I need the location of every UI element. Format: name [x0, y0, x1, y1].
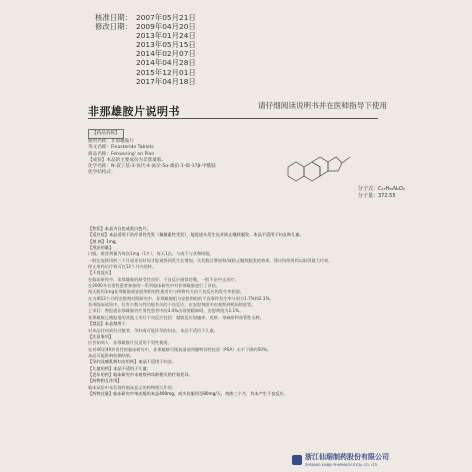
- molecular-formula: 分子式：C₂₃H₃₆N₂O₂: [358, 186, 405, 192]
- drug-info-line: 通用名称：非那雄胺片: [88, 139, 134, 145]
- date-row: [88, 31, 196, 40]
- body-line: 【禁忌】本品禁用于：: [88, 321, 130, 327]
- drug-info-line: 化学结构式：: [88, 170, 116, 176]
- drug-info-lines: [88, 139, 216, 176]
- body-line: 【药物过量】临床研究中单次服用本品400mg，或多次服用至80mg/天，持续三个月，均未产生不良反应。: [88, 390, 288, 396]
- document-title: 非那雄胺片说明书: [88, 105, 180, 118]
- body-line: 【性状】本品为白色或类白色片。: [88, 226, 151, 231]
- body-line: 各项临床试验中，仅有少数与性功能有关的不良反应，在安慰剂组中也观察到相同的症状。: [88, 302, 256, 308]
- company-name-english: ZHEJIANG XIANJU PHARMACEUTICAL CO., LTD.: [305, 463, 379, 467]
- date-value: 2014年04月28日: [136, 58, 196, 68]
- instruction-note: 请仔细阅读说明书并在医师指导下使用: [258, 101, 388, 110]
- date-value: 2017年04月18日: [136, 76, 196, 86]
- date-label: [88, 58, 132, 67]
- body-line: 上市后：曾报道非那雄胺治疗男性患者中的3.4%出现射精障碍，安慰剂组为2.1%。: [88, 308, 244, 314]
- body-line: 【药物相互作用】: [88, 378, 122, 384]
- company-name: 浙江仙琚制药股份有限公司: [305, 453, 389, 461]
- drug-name-header: 【药品名称】: [88, 129, 124, 139]
- body-line: 一般在连续用药三个月或更长时间才能观察到发生长增加，头发数目增加和/或防止继续脱发的效果。建议持续用药以取得最大疗效，: [88, 257, 333, 263]
- date-value: 2015年12月01日: [136, 67, 196, 77]
- body-line: 【适应症】本品适用于治疗男性秃发（雄激素性秃发），能促进头发生长并防止继续脱发。本品不适用于妇女和儿童。: [88, 232, 304, 238]
- body-line: 【不良反应】: [88, 270, 114, 276]
- date-value: 2013年01月24日: [136, 31, 196, 41]
- body-line: 对本品任何成份过敏者。孕妇或可能怀孕的妇女。本品不适用于儿童。: [88, 327, 218, 333]
- company-logo: [292, 455, 302, 465]
- date-row: [88, 40, 196, 49]
- formula-info: [358, 186, 405, 200]
- body-line: 口服。推荐剂量为每次1mg（1片），每天1次，与或不与食物同服。: [88, 251, 214, 257]
- date-value: 2013年05月15日: [136, 40, 196, 50]
- drug-name-section: [88, 129, 216, 176]
- date-row: [88, 58, 196, 67]
- date-row: [88, 68, 196, 77]
- body-line: 【注意事项】: [88, 333, 114, 339]
- date-row: [88, 49, 196, 58]
- body-line: 【用法用量】: [88, 245, 114, 251]
- date-row: [88, 13, 196, 22]
- drug-info-line: 商品名称：Fehworing' an Pian: [88, 151, 155, 157]
- date-row: [88, 77, 196, 86]
- drug-info-line: 英文名称：Finasteride Tablets: [88, 145, 154, 151]
- date-value: 2014年02月07日: [136, 49, 196, 59]
- body-line: 停止用药后疗效可在12个月内逆转。: [88, 264, 157, 270]
- body-line: 【规 格】1mg。: [88, 238, 120, 244]
- date-label: [88, 40, 132, 49]
- body-line: 【儿童用药】本品不适用于儿童。: [88, 365, 151, 371]
- date-label: [88, 49, 132, 58]
- date-value: 2009年04月20日: [136, 22, 196, 32]
- drug-info-line: 【成份】本品的主要成份为非那雄胺。: [88, 157, 167, 163]
- body-line: 在临床研究中，非那雄胺的耐受性良好，不良反应通常轻微，一般不必中止治疗。: [88, 276, 239, 282]
- drug-info-line: 化学名称：N-叔丁基-3-氧代-4-氮杂-5α-雄甾-1-烯-17β-甲酰胺: [88, 164, 216, 170]
- body-line: 非那雄胺已被报道的其他上市后不良反应包括：超敏反应如瘙痒、皮疹、荨麻疹和血管性水肿。: [88, 314, 264, 320]
- chemical-structure-image: [280, 129, 370, 189]
- title-divider: [88, 118, 378, 119]
- body-line: 临床试验中未发现有临床意义的药物相互作用。: [88, 384, 176, 390]
- date-row: [88, 22, 196, 31]
- date-label: [88, 68, 132, 77]
- body-line: 应告知病人：非那雄胺片仅适用于男性使用。: [88, 340, 172, 346]
- date-label: 核准日期：: [95, 13, 132, 22]
- body-line: 在为期12个月的安慰剂对照研究中，非那雄胺组与安慰剂组的不良事件发生率分别为1.7%和2.1%。: [88, 295, 274, 301]
- date-label: 修改日期：: [95, 22, 132, 32]
- leaflet-body: [88, 226, 388, 397]
- date-value: 2007年05月21日: [136, 13, 196, 22]
- body-line: 每天服用1mg非那雄胺或安慰剂的男性患者中与药物有关的不良反应的发生率相似。: [88, 289, 244, 295]
- date-label: [88, 77, 132, 86]
- manufacturer-footer: [292, 452, 389, 467]
- body-line: 【老年用药】临床研究中未观察到年龄相关的疗效差异。: [88, 371, 193, 377]
- body-line: 本品可能影响检测结果。: [88, 352, 135, 358]
- body-line: 【孕妇及哺乳期妇女用药】本品不适用于妇女。: [88, 359, 176, 365]
- body-line: 在2000多名男性患者参加的一系列临床研究中对非那雄胺进行了评估。: [88, 283, 221, 289]
- molecular-weight: 分子量：372.55: [358, 193, 396, 199]
- date-label: [88, 31, 132, 40]
- revision-dates: [88, 13, 196, 86]
- body-line: 在对40至49岁男性的临床研究中，非那雄胺可使血清前列腺特异性抗原（PSA）水平下降约50%。: [88, 346, 272, 352]
